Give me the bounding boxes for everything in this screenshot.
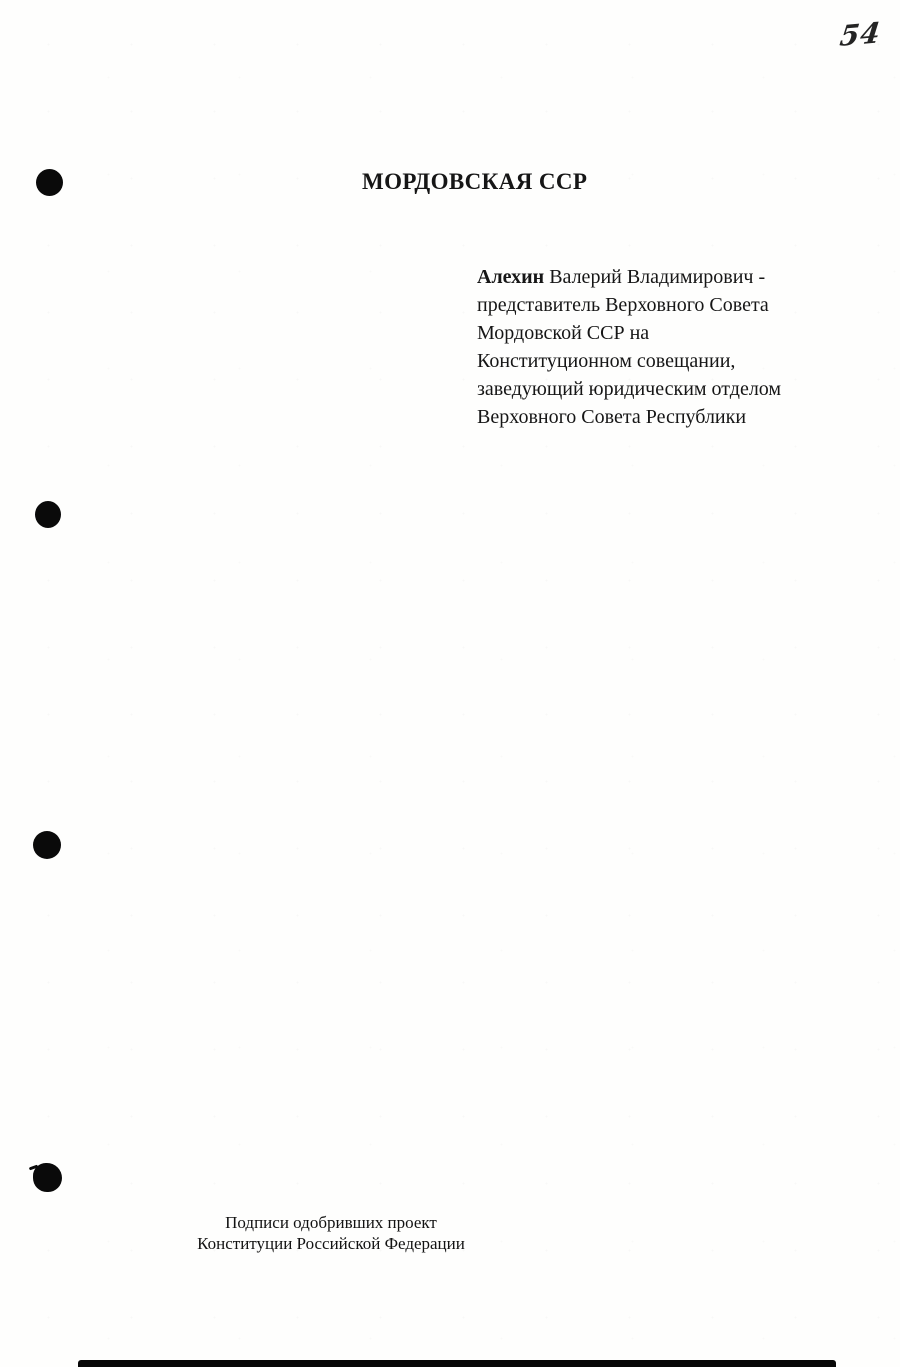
delegate-description-line: Верховного Совета Республики <box>477 406 747 428</box>
footer-caption <box>158 1212 504 1254</box>
delegate-description-line: заведующий юридическим отделом <box>477 378 782 400</box>
hole-punch-mark <box>33 831 61 859</box>
delegate-name-line <box>477 263 837 291</box>
hole-punch-mark <box>33 1163 62 1192</box>
region-title: МОРДОВСКАЯ ССР <box>362 169 588 194</box>
hole-punch-mark <box>36 169 63 196</box>
footer-caption-line2: Конституции Российской Федерации <box>197 1234 465 1253</box>
footer-caption-line1: Подписи одобривших проект <box>225 1213 437 1232</box>
scan-edge-artifact <box>78 1360 836 1367</box>
hole-punch-mark <box>35 501 61 528</box>
delegate-name-rest: Валерий Владимирович - <box>549 266 766 288</box>
handwritten-page-number: 54 <box>838 15 883 54</box>
delegate-description-line: Конституционном совещании, <box>477 350 736 372</box>
delegate-surname: Алехин <box>477 266 545 288</box>
delegate-description-line: Мордовской ССР на <box>477 322 650 344</box>
delegate-description-line: представитель Верховного Совета <box>477 294 769 316</box>
delegate-entry <box>477 263 837 431</box>
